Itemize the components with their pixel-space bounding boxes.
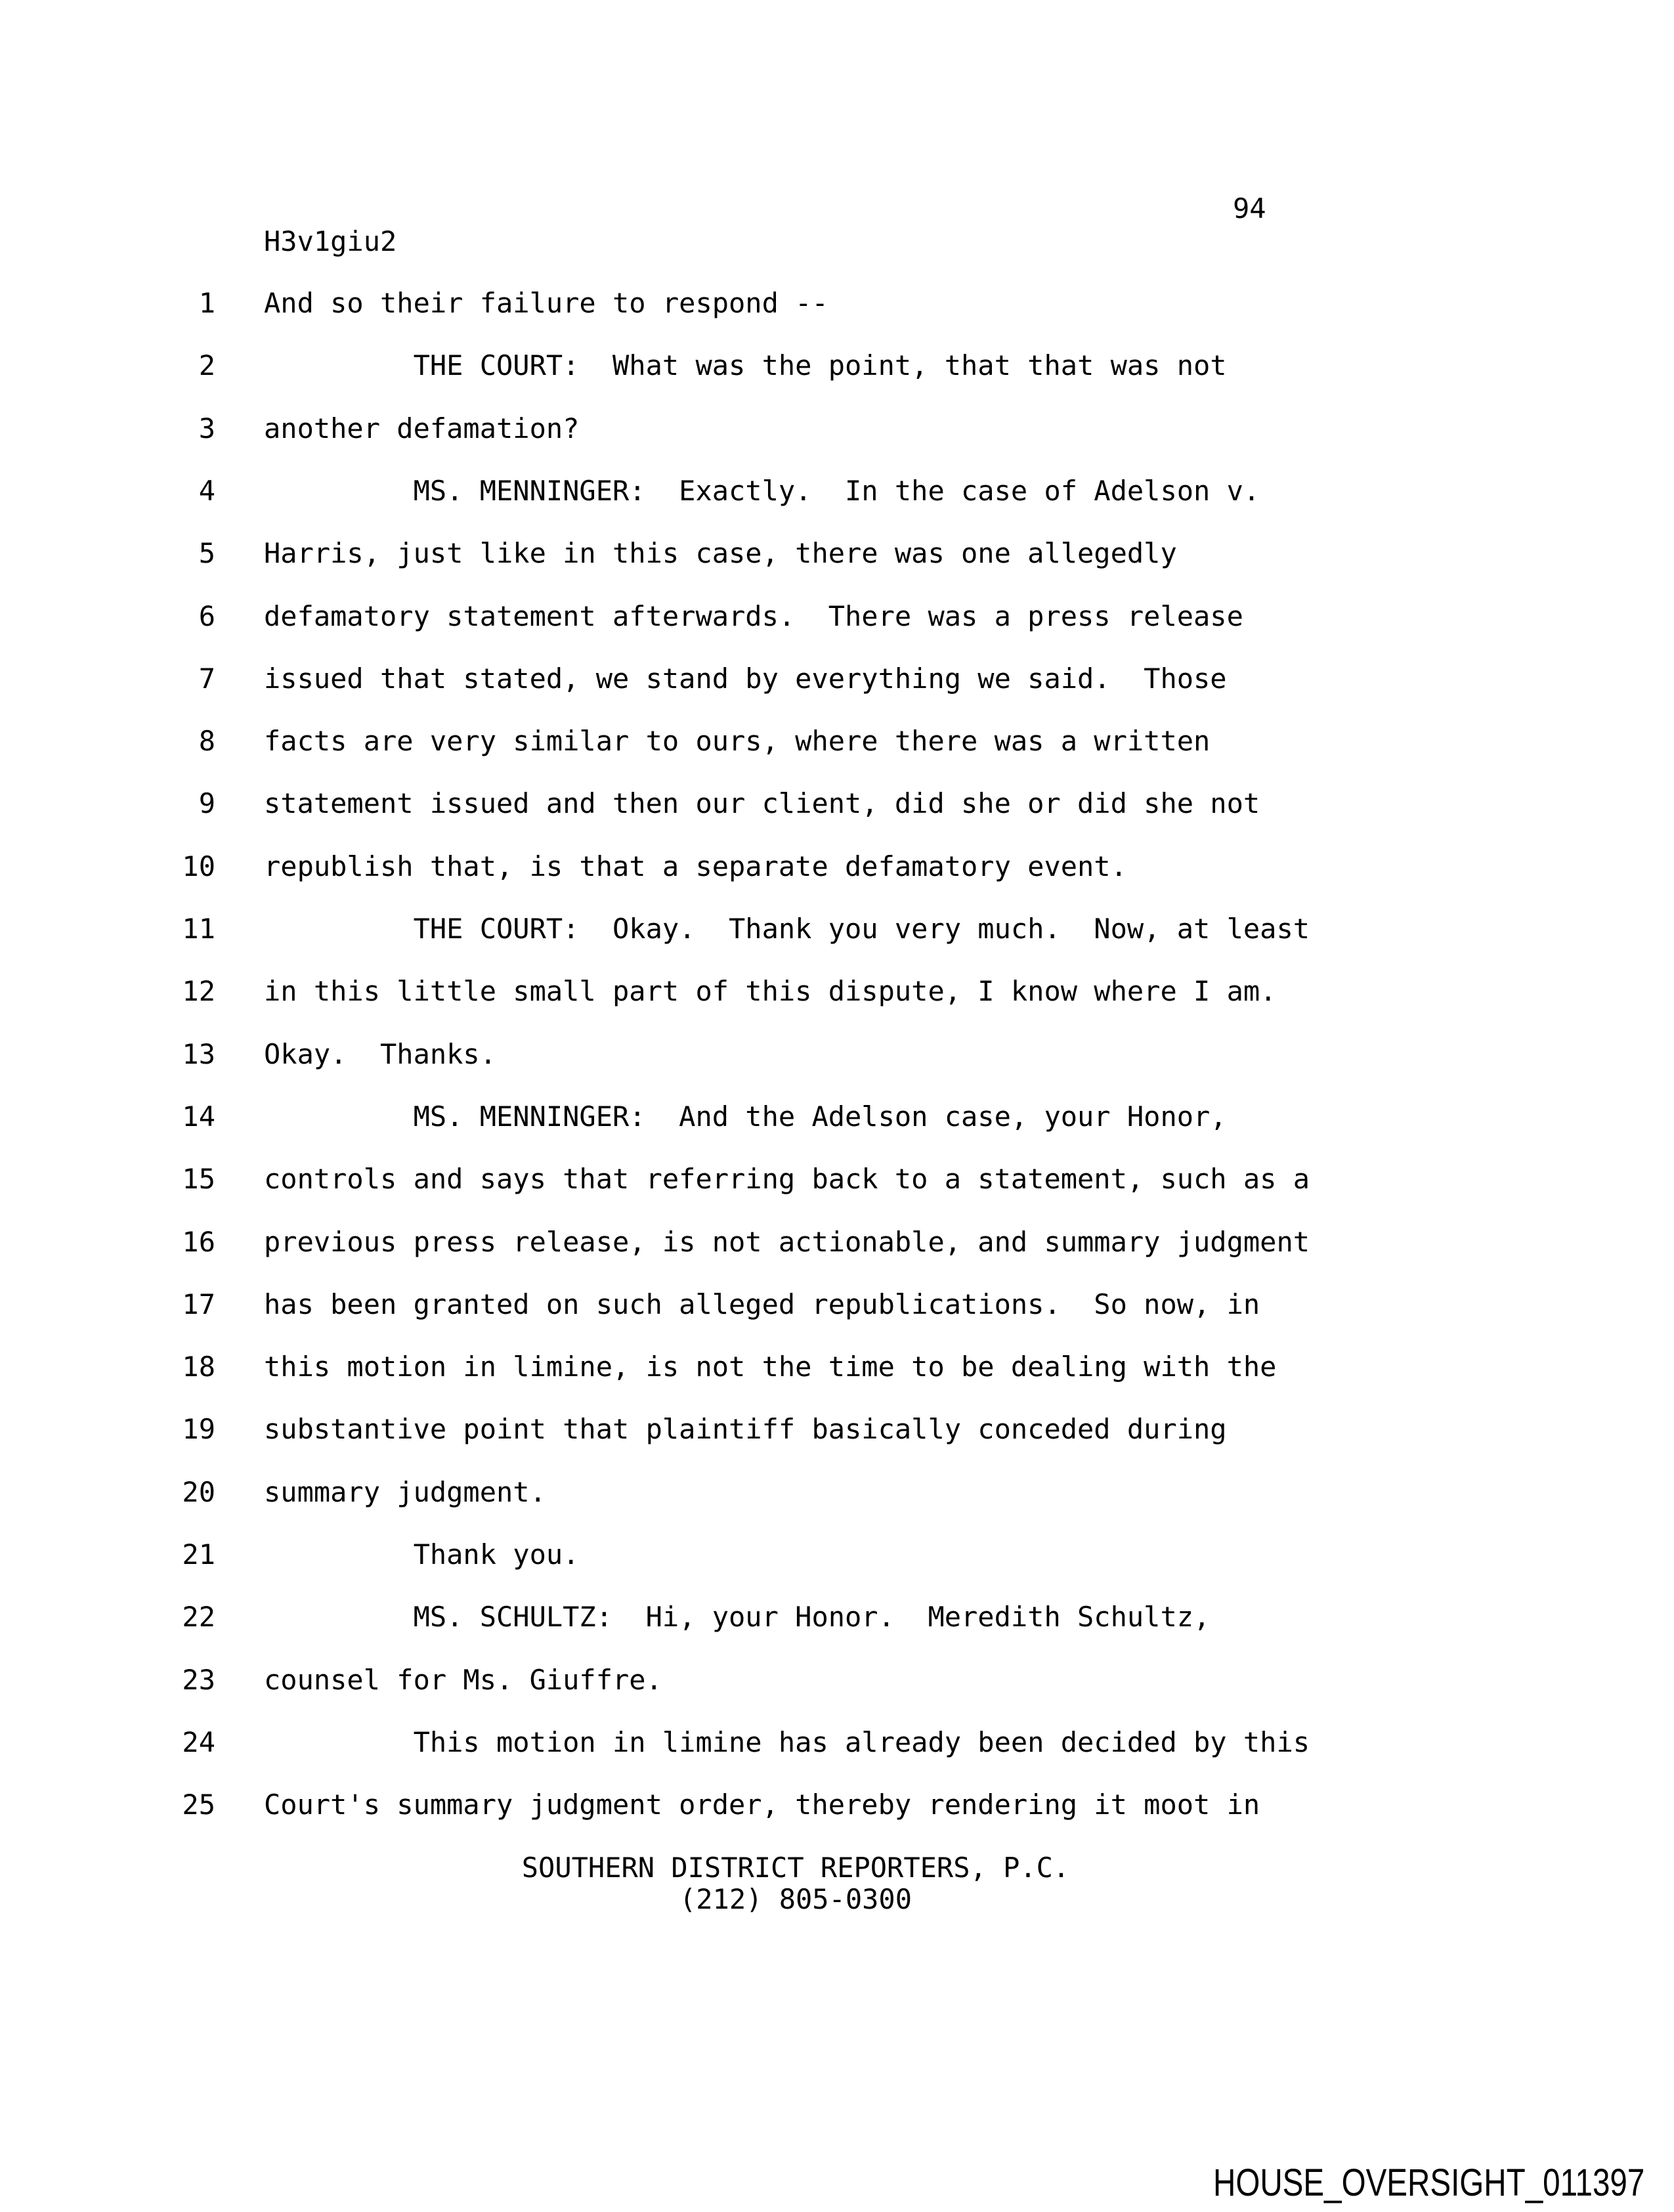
transcript-line	[0, 287, 1674, 320]
line-number: 16	[182, 1226, 215, 1258]
line-number: 17	[182, 1288, 215, 1320]
line-number: 24	[182, 1726, 215, 1758]
transcript-line	[0, 475, 1674, 508]
line-text: MS. SCHULTZ: Hi, your Honor. Meredith Schultz,	[264, 1601, 1211, 1633]
line-number: 25	[182, 1789, 215, 1821]
transcript-line	[0, 1664, 1674, 1697]
line-number: 3	[198, 412, 215, 445]
line-text: MS. MENNINGER: Exactly. In the case of Adelson v.	[264, 475, 1260, 507]
transcript-line	[0, 1601, 1674, 1634]
transcript-line	[0, 1226, 1674, 1259]
line-number: 1	[198, 287, 215, 319]
line-text: defamatory statement afterwards. There was a press release	[264, 600, 1243, 632]
line-number: 6	[198, 600, 215, 632]
transcript-line	[0, 537, 1674, 570]
transcript-line	[0, 1476, 1674, 1509]
line-number: 13	[182, 1038, 215, 1070]
line-number: 22	[182, 1601, 215, 1633]
line-text: substantive point that plaintiff basically conceded during	[264, 1413, 1227, 1445]
transcript-line	[0, 600, 1674, 633]
line-number: 5	[198, 537, 215, 569]
line-number: 9	[198, 787, 215, 819]
page-number: 94	[1233, 192, 1266, 225]
line-number: 18	[182, 1351, 215, 1383]
line-text: Court's summary judgment order, thereby rendering it moot in	[264, 1789, 1260, 1821]
line-text: counsel for Ms. Giuffre.	[264, 1664, 662, 1696]
line-text: summary judgment.	[264, 1476, 546, 1508]
transcript-line	[0, 725, 1674, 758]
line-number: 7	[198, 662, 215, 695]
transcript-line	[0, 1789, 1674, 1821]
line-text: facts are very similar to ours, where there was a written	[264, 725, 1211, 757]
line-text: Okay. Thanks.	[264, 1038, 497, 1070]
line-text: THE COURT: What was the point, that that was not	[264, 349, 1227, 381]
transcript-line	[0, 1351, 1674, 1383]
line-text: THE COURT: Okay. Thank you very much. Now, at least	[264, 913, 1310, 945]
line-text: Thank you.	[264, 1538, 580, 1571]
line-number: 15	[182, 1163, 215, 1195]
line-text: this motion in limine, is not the time to be dealing with the	[264, 1351, 1277, 1383]
transcript-header-id: H3v1giu2	[264, 225, 397, 257]
transcript-line	[0, 412, 1674, 445]
transcript-line	[0, 1163, 1674, 1196]
bates-stamp: HOUSE_OVERSIGHT_011397	[1213, 2161, 1645, 2204]
line-number: 21	[182, 1538, 215, 1571]
line-text: Harris, just like in this case, there was one allegedly	[264, 537, 1177, 569]
line-text: And so their failure to respond --	[264, 287, 828, 319]
transcript-line	[0, 1726, 1674, 1759]
line-number: 10	[182, 850, 215, 882]
line-text: in this little small part of this dispute, I know where I am.	[264, 975, 1277, 1007]
transcript-line	[0, 1538, 1674, 1571]
line-text: another defamation?	[264, 412, 580, 445]
line-text: republish that, is that a separate defamatory event.	[264, 850, 1127, 882]
line-number: 19	[182, 1413, 215, 1445]
transcript-line	[0, 787, 1674, 820]
line-number: 2	[198, 349, 215, 381]
line-number: 11	[182, 913, 215, 945]
transcript-line	[0, 1100, 1674, 1133]
line-text: This motion in limine has already been decided by this	[264, 1726, 1310, 1758]
line-number: 23	[182, 1664, 215, 1696]
line-number: 4	[198, 475, 215, 507]
transcript-line	[0, 975, 1674, 1008]
line-text: controls and says that referring back to a statement, such as a	[264, 1163, 1310, 1195]
line-number: 12	[182, 975, 215, 1007]
line-number: 8	[198, 725, 215, 757]
transcript-line	[0, 662, 1674, 695]
transcript-line	[0, 1288, 1674, 1321]
line-text: issued that stated, we stand by everything we said. Those	[264, 662, 1227, 695]
transcript-line	[0, 349, 1674, 382]
line-number: 20	[182, 1476, 215, 1508]
transcript-line	[0, 1038, 1674, 1071]
footer-reporter-name: SOUTHERN DISTRICT REPORTERS, P.C.	[521, 1852, 1070, 1884]
footer-reporter-phone: (212) 805-0300	[679, 1883, 912, 1915]
transcript-line	[0, 850, 1674, 883]
line-text: previous press release, is not actionable, and summary judgment	[264, 1226, 1310, 1258]
line-number: 14	[182, 1100, 215, 1133]
transcript-line	[0, 913, 1674, 945]
line-text: MS. MENNINGER: And the Adelson case, your Honor,	[264, 1100, 1227, 1133]
line-text: has been granted on such alleged republications. So now, in	[264, 1288, 1260, 1320]
transcript-line	[0, 1413, 1674, 1446]
line-text: statement issued and then our client, did she or did she not	[264, 787, 1260, 819]
